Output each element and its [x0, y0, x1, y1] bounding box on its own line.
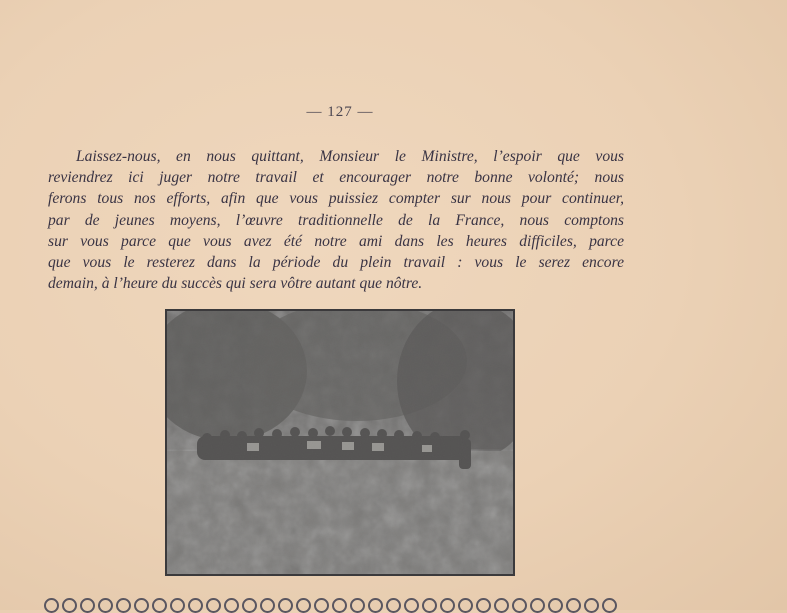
circle-ornament-icon: [242, 598, 257, 613]
circle-ornament-icon: [134, 598, 149, 613]
circle-ornament-icon: [62, 598, 77, 613]
circle-ornament-icon: [296, 598, 311, 613]
group-photograph: [165, 309, 515, 576]
circle-ornament-icon: [206, 598, 221, 613]
circle-ornament-icon: [422, 598, 437, 613]
paragraph-line: ferons tous nos efforts, afin que vous puissiez compter sur nous pour continuer,: [48, 190, 624, 208]
circle-ornament-icon: [80, 598, 95, 613]
circle-ornament-icon: [530, 598, 545, 613]
circle-ornament-icon: [350, 598, 365, 613]
circle-ornament-icon: [584, 598, 599, 613]
circle-ornament-icon: [278, 598, 293, 613]
circle-ornament-icon: [332, 598, 347, 613]
circle-ornament-icon: [494, 598, 509, 613]
circle-ornament-icon: [152, 598, 167, 613]
circle-ornament-icon: [458, 598, 473, 613]
circle-ornament-icon: [548, 598, 563, 613]
paragraph-line: Laissez-nous, en nous quittant, Monsieur le Ministre, l’espoir que vous: [76, 148, 624, 165]
photo-illustration: [167, 311, 513, 574]
circle-ornament-icon: [404, 598, 419, 613]
circle-ornament-icon: [116, 598, 131, 613]
circle-ornament-icon: [98, 598, 113, 613]
circle-ornament-icon: [170, 598, 185, 613]
body-paragraph: [48, 146, 624, 294]
circle-ornament-icon: [224, 598, 239, 613]
circle-ornament-icon: [512, 598, 527, 613]
paragraph-line: que vous le resterez dans la période du plein travail : vous le serez encore: [48, 254, 624, 272]
circle-ornament-icon: [314, 598, 329, 613]
circle-ornament-icon: [368, 598, 383, 613]
paragraph-line: reviendrez ici juger notre travail et encourager notre bonne volonté; nous: [48, 169, 624, 187]
circle-ornament-icon: [440, 598, 455, 613]
circle-ornament-icon: [188, 598, 203, 613]
paragraph-line: demain, à l’heure du succès qui sera vôtre autant que nôtre.: [48, 275, 423, 293]
circle-ornament-icon: [602, 598, 617, 613]
page-number: — 127 —: [306, 104, 374, 120]
circle-ornament-icon: [260, 598, 275, 613]
circle-ornament-icon: [386, 598, 401, 613]
circle-ornament-icon: [476, 598, 491, 613]
circle-ornament-icon: [44, 598, 59, 613]
paragraph-line: sur vous parce que vous avez été notre ami dans les heures difficiles, parce: [48, 232, 624, 250]
circle-ornament-icon: [566, 598, 581, 613]
paragraph-line: par de jeunes moyens, l’œuvre traditionnelle de la France, nous comptons: [48, 211, 624, 229]
